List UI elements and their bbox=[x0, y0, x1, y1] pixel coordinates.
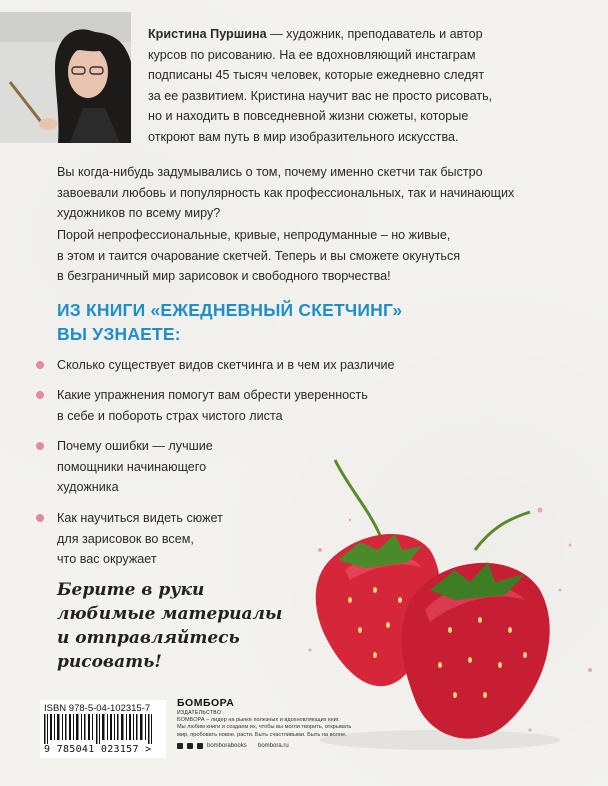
author-name: Кристина Пуршина bbox=[148, 27, 267, 41]
barcode-digits: 9 785041 023157 > bbox=[44, 744, 152, 755]
list-item: Почему ошибки — лучшие помощники начинающего художника bbox=[36, 436, 213, 498]
social-links bbox=[177, 743, 247, 749]
isbn-number: ISBN 978-5-04-102315-7 bbox=[44, 703, 151, 714]
bullet-dot-icon bbox=[36, 514, 44, 522]
bio-line: но и находить в повседневной жизни сюжеты, которые bbox=[148, 109, 469, 123]
publisher-description: БОМБОРА – лидер на рынке полезных и вдохновляющих книг. Мы любим книги и создаем их, чтобы вы могли творить, открывать мир, пробовать новое, расти. Быть счастливыми. Быть на волне. bbox=[177, 717, 352, 738]
intro-paragraph-1: Вы когда-нибудь задумывались о том, почему именно скетчи так быстро завоевали любовь и популярность как профессиональных, так и начинающих художников по всему миру? bbox=[57, 165, 515, 220]
author-photo bbox=[0, 12, 131, 143]
bullet-dot-icon bbox=[36, 442, 44, 450]
social-network-icon bbox=[177, 743, 183, 749]
bio-line: — художник, преподаватель и автор bbox=[266, 27, 483, 41]
call-to-action: Берите в руки любимые материалы и отправляйтесь рисовать! bbox=[57, 580, 283, 672]
bullet-dot-icon bbox=[36, 361, 44, 369]
social-network-icon bbox=[197, 743, 203, 749]
publisher-website: bombora.ru bbox=[258, 743, 289, 749]
author-bio bbox=[148, 24, 548, 147]
publisher-subtitle: ИЗДАТЕЛЬСТВО bbox=[177, 710, 222, 716]
list-item: Какие упражнения помогут вам обрести уверенность в себе и побороть страх чистого листа bbox=[36, 385, 368, 426]
social-handle: bomborabooks bbox=[207, 743, 247, 749]
section-title: ИЗ КНИГИ «ЕЖЕДНЕВНЫЙ СКЕТЧИНГ» ВЫ УЗНАЕТЕ: bbox=[57, 300, 403, 344]
bio-line: откроют вам путь в мир изобразительного искусства. bbox=[148, 129, 459, 144]
bio-line: за ее развитием. Кристина научит вас не просто рисовать, bbox=[148, 88, 493, 103]
bullet-dot-icon bbox=[36, 391, 44, 399]
bio-line: курсов по рисованию. На ее вдохновляющий инстаграм bbox=[148, 47, 476, 62]
social-network-icon bbox=[187, 743, 193, 749]
barcode-icon bbox=[44, 714, 154, 744]
intro-paragraph-2: Порой непрофессиональные, кривые, непродуманные – но живые, в этом и таится очарование скетчей. Теперь и вы сможете окунуться в безграничный мир зарисовок и свободного творчества! bbox=[57, 228, 461, 283]
publisher-logo: БОМБОРА bbox=[177, 697, 235, 709]
list-item: Как научиться видеть сюжет для зарисовок во всем, что вас окружает bbox=[36, 508, 223, 570]
list-item: Сколько существует видов скетчинга и в чем их различие bbox=[36, 355, 395, 376]
bio-line: подписаны 45 тысяч человек, которые ежедневно следят bbox=[148, 68, 485, 82]
